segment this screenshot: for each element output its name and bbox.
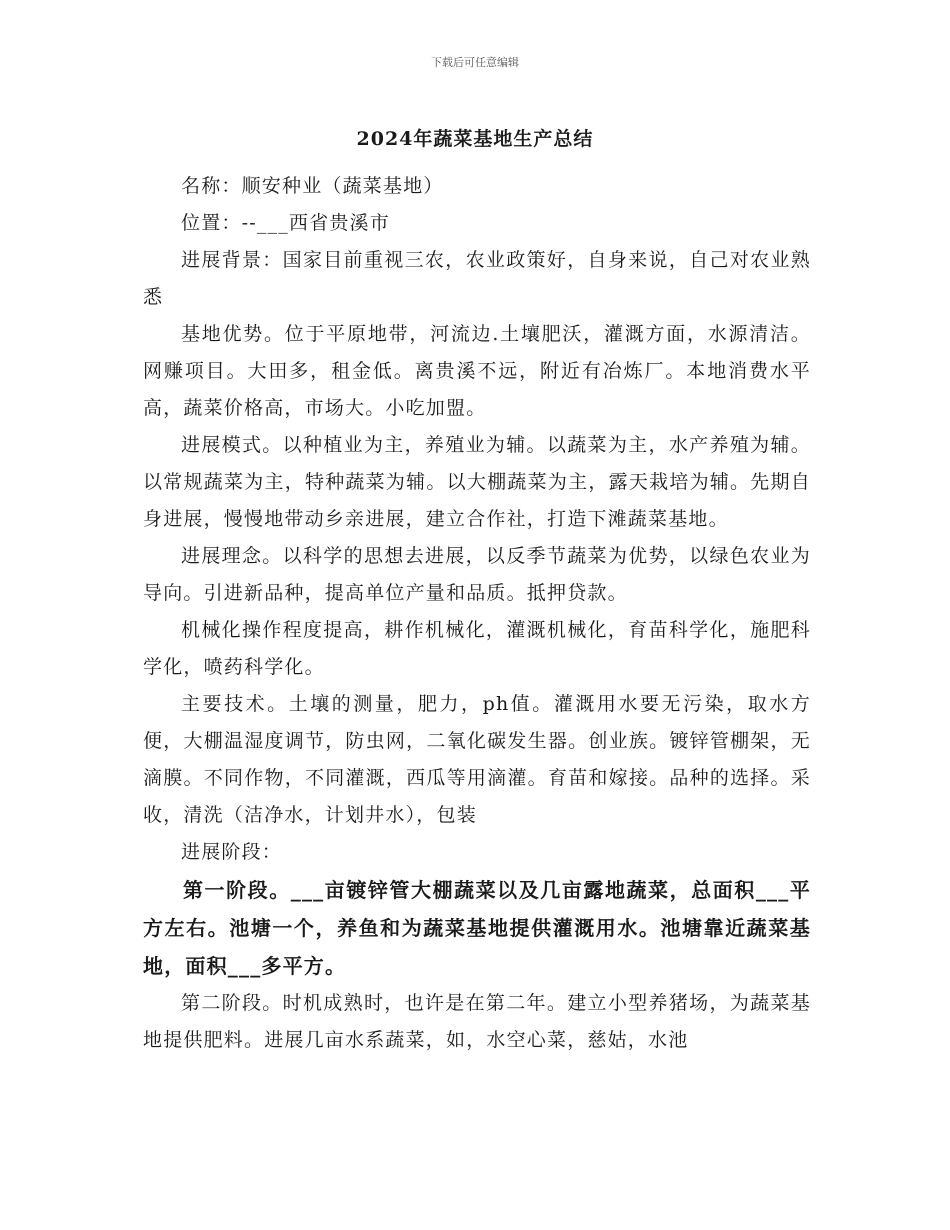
paragraph-concept: 进展理念。以科学的思想去进展，以反季节蔬菜为优势，以绿色农业为导向。引进新品种，提高单位产量和品质。抵押贷款。	[143, 545, 811, 604]
paragraph-name: 名称：顺安种业（蔬菜基地）	[181, 175, 444, 197]
page-header: 下载后可任意编辑	[431, 56, 519, 69]
paragraph-stage-one: 第一阶段。___亩镀锌管大棚蔬菜以及几亩露地蔬菜，总面积___平方左右。池塘一个，养鱼和为蔬菜基地提供灌溉用水。池塘靠近蔬菜基地，面积___多平方。	[143, 878, 811, 978]
document-title: 2024年蔬菜基地生产总结	[356, 128, 594, 150]
paragraph-mode: 进展模式。以种植业为主，养殖业为辅。以蔬菜为主，水产养殖为辅。以常规蔬菜为主，特种蔬菜为辅。以大棚蔬菜为主，露天栽培为辅。先期自身进展，慢慢地带动乡亲进展，建立合作社，打造下滩蔬菜基地。	[143, 434, 811, 530]
document-body	[143, 168, 811, 1059]
paragraph-stages-heading: 进展阶段：	[181, 841, 283, 863]
paragraph-location: 位置：--___西省贵溪市	[181, 212, 390, 234]
paragraph-mechanization: 机械化操作程度提高，耕作机械化，灌溉机械化，育苗科学化，施肥科学化，喷药科学化。	[143, 619, 811, 678]
paragraph-background: 进展背景：国家目前重视三农，农业政策好，自身来说，自己对农业熟悉	[143, 249, 811, 308]
paragraph-advantages: 基地优势。位于平原地带，河流边.土壤肥沃，灌溉方面，水源清洁。网赚项目。大田多，租金低。离贵溪不远，附近有冶炼厂。本地消费水平高，蔬菜价格高，市场大。小吃加盟。	[143, 323, 811, 419]
paragraph-technology: 主要技术。土壤的测量，肥力，ph值。灌溉用水要无污染，取水方便，大棚温湿度调节，防虫网，二氧化碳发生器。创业族。镀锌管棚架，无滴膜。不同作物，不同灌溉，西瓜等用滴灌。育苗和嫁接。品种的选择。采收，清洗（洁净水，计划井水），包装	[143, 693, 811, 826]
paragraph-stage-two: 第二阶段。时机成熟时，也许是在第二年。建立小型养猪场，为蔬菜基地提供肥料。进展几亩水系蔬菜，如，水空心菜，慈姑，水池	[143, 992, 811, 1051]
